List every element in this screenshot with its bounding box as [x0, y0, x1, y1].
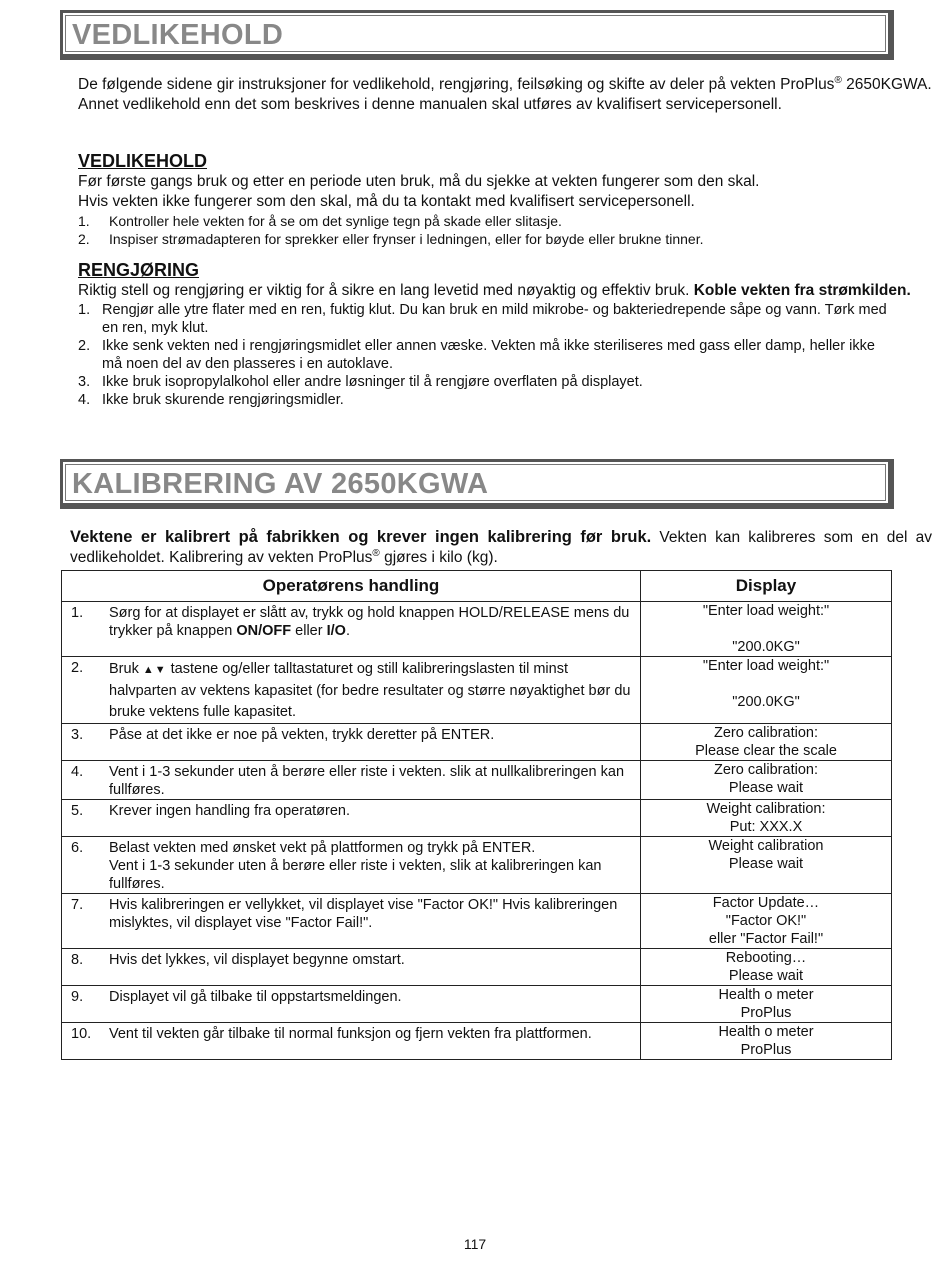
step-number: 8.	[71, 952, 84, 968]
display-cell	[641, 657, 892, 724]
intro-text: De følgende sidene gir instruksjoner for vedlikehold, rengjøring, feilsøking og skifte av deler på vekten ProPlus	[78, 76, 835, 93]
display-line: Factor Update…	[712, 895, 820, 911]
intro-text-cont: 2650KGWA. Annet vedlikehold enn det som beskrives i denne manualen skal utføres av kvalifisert servicepersonell.	[78, 76, 932, 113]
action-text: Påse at det ikke er noe på vekten, trykk deretter på ENTER.	[109, 727, 495, 743]
cleaning-warning: Koble vekten fra strømkilden.	[693, 282, 911, 299]
cleaning-section	[78, 259, 938, 409]
action-text	[109, 604, 634, 640]
list-item	[78, 230, 938, 248]
display-cell	[641, 800, 892, 837]
list-number: 2.	[78, 338, 91, 354]
section-banner-vedlikehold	[60, 10, 894, 60]
display-cell	[641, 837, 892, 894]
section-title: KALIBRERING AV 2650KGWA	[72, 468, 489, 500]
step-number: 7.	[71, 897, 84, 913]
maintenance-list	[78, 212, 938, 248]
section-title: VEDLIKEHOLD	[72, 19, 284, 51]
display-line: Zero calibration:	[714, 762, 818, 778]
action-cell	[62, 986, 641, 1023]
action-cell	[62, 837, 641, 894]
table-row	[62, 1023, 892, 1060]
display-cell	[641, 1023, 892, 1060]
cleaning-intro-text: Riktig stell og rengjøring er viktig for å sikre en lang levetid med nøyaktig og effektiv bruk.	[78, 282, 694, 299]
display-cell	[641, 894, 892, 949]
registered-mark: ®	[372, 547, 380, 559]
up-down-arrows-icon: ▲▼	[142, 664, 167, 676]
display-line: ProPlus	[740, 1042, 792, 1058]
list-number: 1.	[78, 302, 91, 318]
display-line: Please wait	[728, 968, 804, 984]
io-key: I/O	[326, 623, 346, 639]
header-display: Display	[641, 571, 892, 602]
action-cell	[62, 602, 641, 657]
display-line: Zero calibration:	[714, 725, 818, 741]
action-text: Krever ingen handling fra operatøren.	[109, 803, 351, 819]
list-number: 3.	[78, 374, 91, 390]
registered-mark: ®	[834, 74, 842, 86]
display-line: Health o meter	[718, 1024, 814, 1040]
cleaning-heading: RENGJØRING	[78, 260, 200, 280]
action-line: Belast vekten med ønsket vekt på plattformen og trykk på ENTER.	[109, 840, 536, 856]
action-cell	[62, 724, 641, 761]
calibration-intro-bold: Vektene er kalibrert på fabrikken og krever ingen kalibrering før bruk.	[70, 528, 652, 546]
list-text: Rengjør alle ytre flater med en ren, fuktig klut. Du kan bruk en mild mikrobe- og bakteriedrepende såpe og vann. Tørk med en ren, myk klut.	[102, 302, 887, 336]
step-number: 2.	[71, 660, 84, 676]
list-text: Ikke senk vekten ned i rengjøringsmidlet eller annen væske. Vekten må ikke steriliseres med gass eller damp, heller ikke må noen del av den plasseres i en autoklave.	[102, 338, 875, 372]
maintenance-section	[78, 150, 938, 248]
display-line: "Enter load weight:"	[702, 658, 830, 674]
action-text-part: .	[345, 623, 350, 639]
action-cell	[62, 761, 641, 800]
calibration-table	[61, 570, 892, 1060]
step-number: 9.	[71, 989, 84, 1005]
table-row	[62, 602, 892, 657]
display-line: "200.0KG"	[732, 694, 800, 710]
action-cell	[62, 1023, 641, 1060]
step-number: 1.	[71, 605, 84, 621]
maintenance-line-1: Før første gangs bruk og etter en periode uten bruk, må du sjekke at vekten fungerer som den skal.	[78, 173, 760, 190]
table-row	[62, 800, 892, 837]
action-cell	[62, 894, 641, 949]
list-number: 2.	[78, 231, 90, 247]
calibration-intro	[70, 527, 932, 568]
list-text: Ikke bruk skurende rengjøringsmidler.	[102, 392, 344, 408]
display-line: Rebooting…	[725, 950, 807, 966]
display-cell	[641, 724, 892, 761]
step-number: 6.	[71, 840, 84, 856]
display-line: "Enter load weight:"	[702, 603, 830, 619]
list-item	[78, 337, 898, 373]
list-item	[78, 212, 938, 230]
display-cell	[641, 986, 892, 1023]
display-line: Weight calibration:	[706, 801, 826, 817]
display-cell	[641, 949, 892, 986]
table-row	[62, 657, 892, 724]
action-text: Displayet vil gå tilbake til oppstartsmeldingen.	[109, 989, 402, 1005]
display-line: Put: XXX.X	[729, 819, 803, 835]
section-banner-kalibrering	[60, 459, 894, 509]
step-number: 3.	[71, 727, 84, 743]
action-text-part: eller	[291, 623, 327, 639]
action-line: Vent i 1-3 sekunder uten å berøre eller riste i vekten, slik at kalibreringen kan fullføres.	[109, 858, 602, 892]
display-line: "200.0KG"	[732, 639, 800, 655]
action-text: Vent til vekten går tilbake til normal funksjon og fjern vekten fra plattformen.	[109, 1026, 592, 1042]
cleaning-list	[78, 301, 898, 409]
table-row	[62, 894, 892, 949]
display-line: Health o meter	[718, 987, 814, 1003]
step-number: 10.	[71, 1026, 92, 1042]
action-text	[109, 839, 634, 893]
display-line: eller "Factor Fail!"	[708, 931, 824, 947]
table-row	[62, 949, 892, 986]
maintenance-heading: VEDLIKEHOLD	[78, 151, 208, 171]
display-line: Please clear the scale	[695, 743, 837, 759]
calibration-intro-text: Vekten kan kalibreres som en del av vedlikeholdet. Kalibrering av vekten ProPlus	[70, 529, 932, 566]
maintenance-line-2: Hvis vekten ikke fungerer som den skal, må du ta kontakt med kvalifisert servicepersonell.	[78, 193, 695, 210]
list-text: Inspiser strømadapteren for sprekker eller frynser i ledningen, eller for bøyde eller brukne tinner.	[109, 231, 704, 247]
action-text: Hvis det lykkes, vil displayet begynne omstart.	[109, 952, 405, 968]
action-text-part: tastene og/eller talltastaturet og still kalibreringslasten til minst halvparten av vektens kapasitet (for bedre resultater og større nøyaktighet bør du bruke vektens fulle kapasitet.	[109, 661, 631, 720]
list-number: 1.	[78, 213, 90, 229]
table-row	[62, 761, 892, 800]
step-number: 4.	[71, 764, 84, 780]
display-cell	[641, 761, 892, 800]
cleaning-intro	[78, 281, 918, 301]
calibration-intro-text-cont: gjøres i kilo (kg).	[379, 549, 498, 566]
action-text	[109, 659, 634, 723]
table-row	[62, 724, 892, 761]
action-cell	[62, 657, 641, 724]
display-line: Weight calibration	[708, 838, 824, 854]
list-number: 4.	[78, 392, 91, 408]
display-line: ProPlus	[740, 1005, 792, 1021]
list-item	[78, 391, 898, 409]
page-number: 117	[463, 1236, 487, 1252]
list-item	[78, 301, 898, 337]
display-line: "Factor OK!"	[725, 913, 807, 929]
step-number: 5.	[71, 803, 84, 819]
table-row	[62, 986, 892, 1023]
action-cell	[62, 800, 641, 837]
list-item	[78, 373, 898, 391]
header-action: Operatørens handling	[62, 571, 641, 602]
display-cell	[641, 602, 892, 657]
display-line: Please wait	[728, 856, 804, 872]
action-text-part: Sørg for at displayet er slått av, trykk og hold knappen HOLD/RELEASE mens du trykker på knappen	[109, 605, 630, 639]
table-header-row	[62, 571, 892, 602]
action-text: Vent i 1-3 sekunder uten å berøre eller riste i vekten. slik at nullkalibreringen kan fullføres.	[109, 764, 625, 798]
list-text: Kontroller hele vekten for å se om det synlige tegn på skade eller slitasje.	[109, 213, 562, 229]
table-row	[62, 837, 892, 894]
action-text: Hvis kalibreringen er vellykket, vil displayet vise "Factor OK!" Hvis kalibreringen mislyktes, vil displayet vise "Factor Fail!".	[109, 897, 618, 931]
action-cell	[62, 949, 641, 986]
intro-paragraph	[78, 75, 938, 115]
list-text: Ikke bruk isopropylalkohol eller andre løsninger til å rengjøre overflaten på displayet.	[102, 374, 643, 390]
display-line: Please wait	[728, 780, 804, 796]
action-text-part: Bruk	[109, 661, 143, 677]
on-off-key: ON/OFF	[236, 623, 292, 639]
